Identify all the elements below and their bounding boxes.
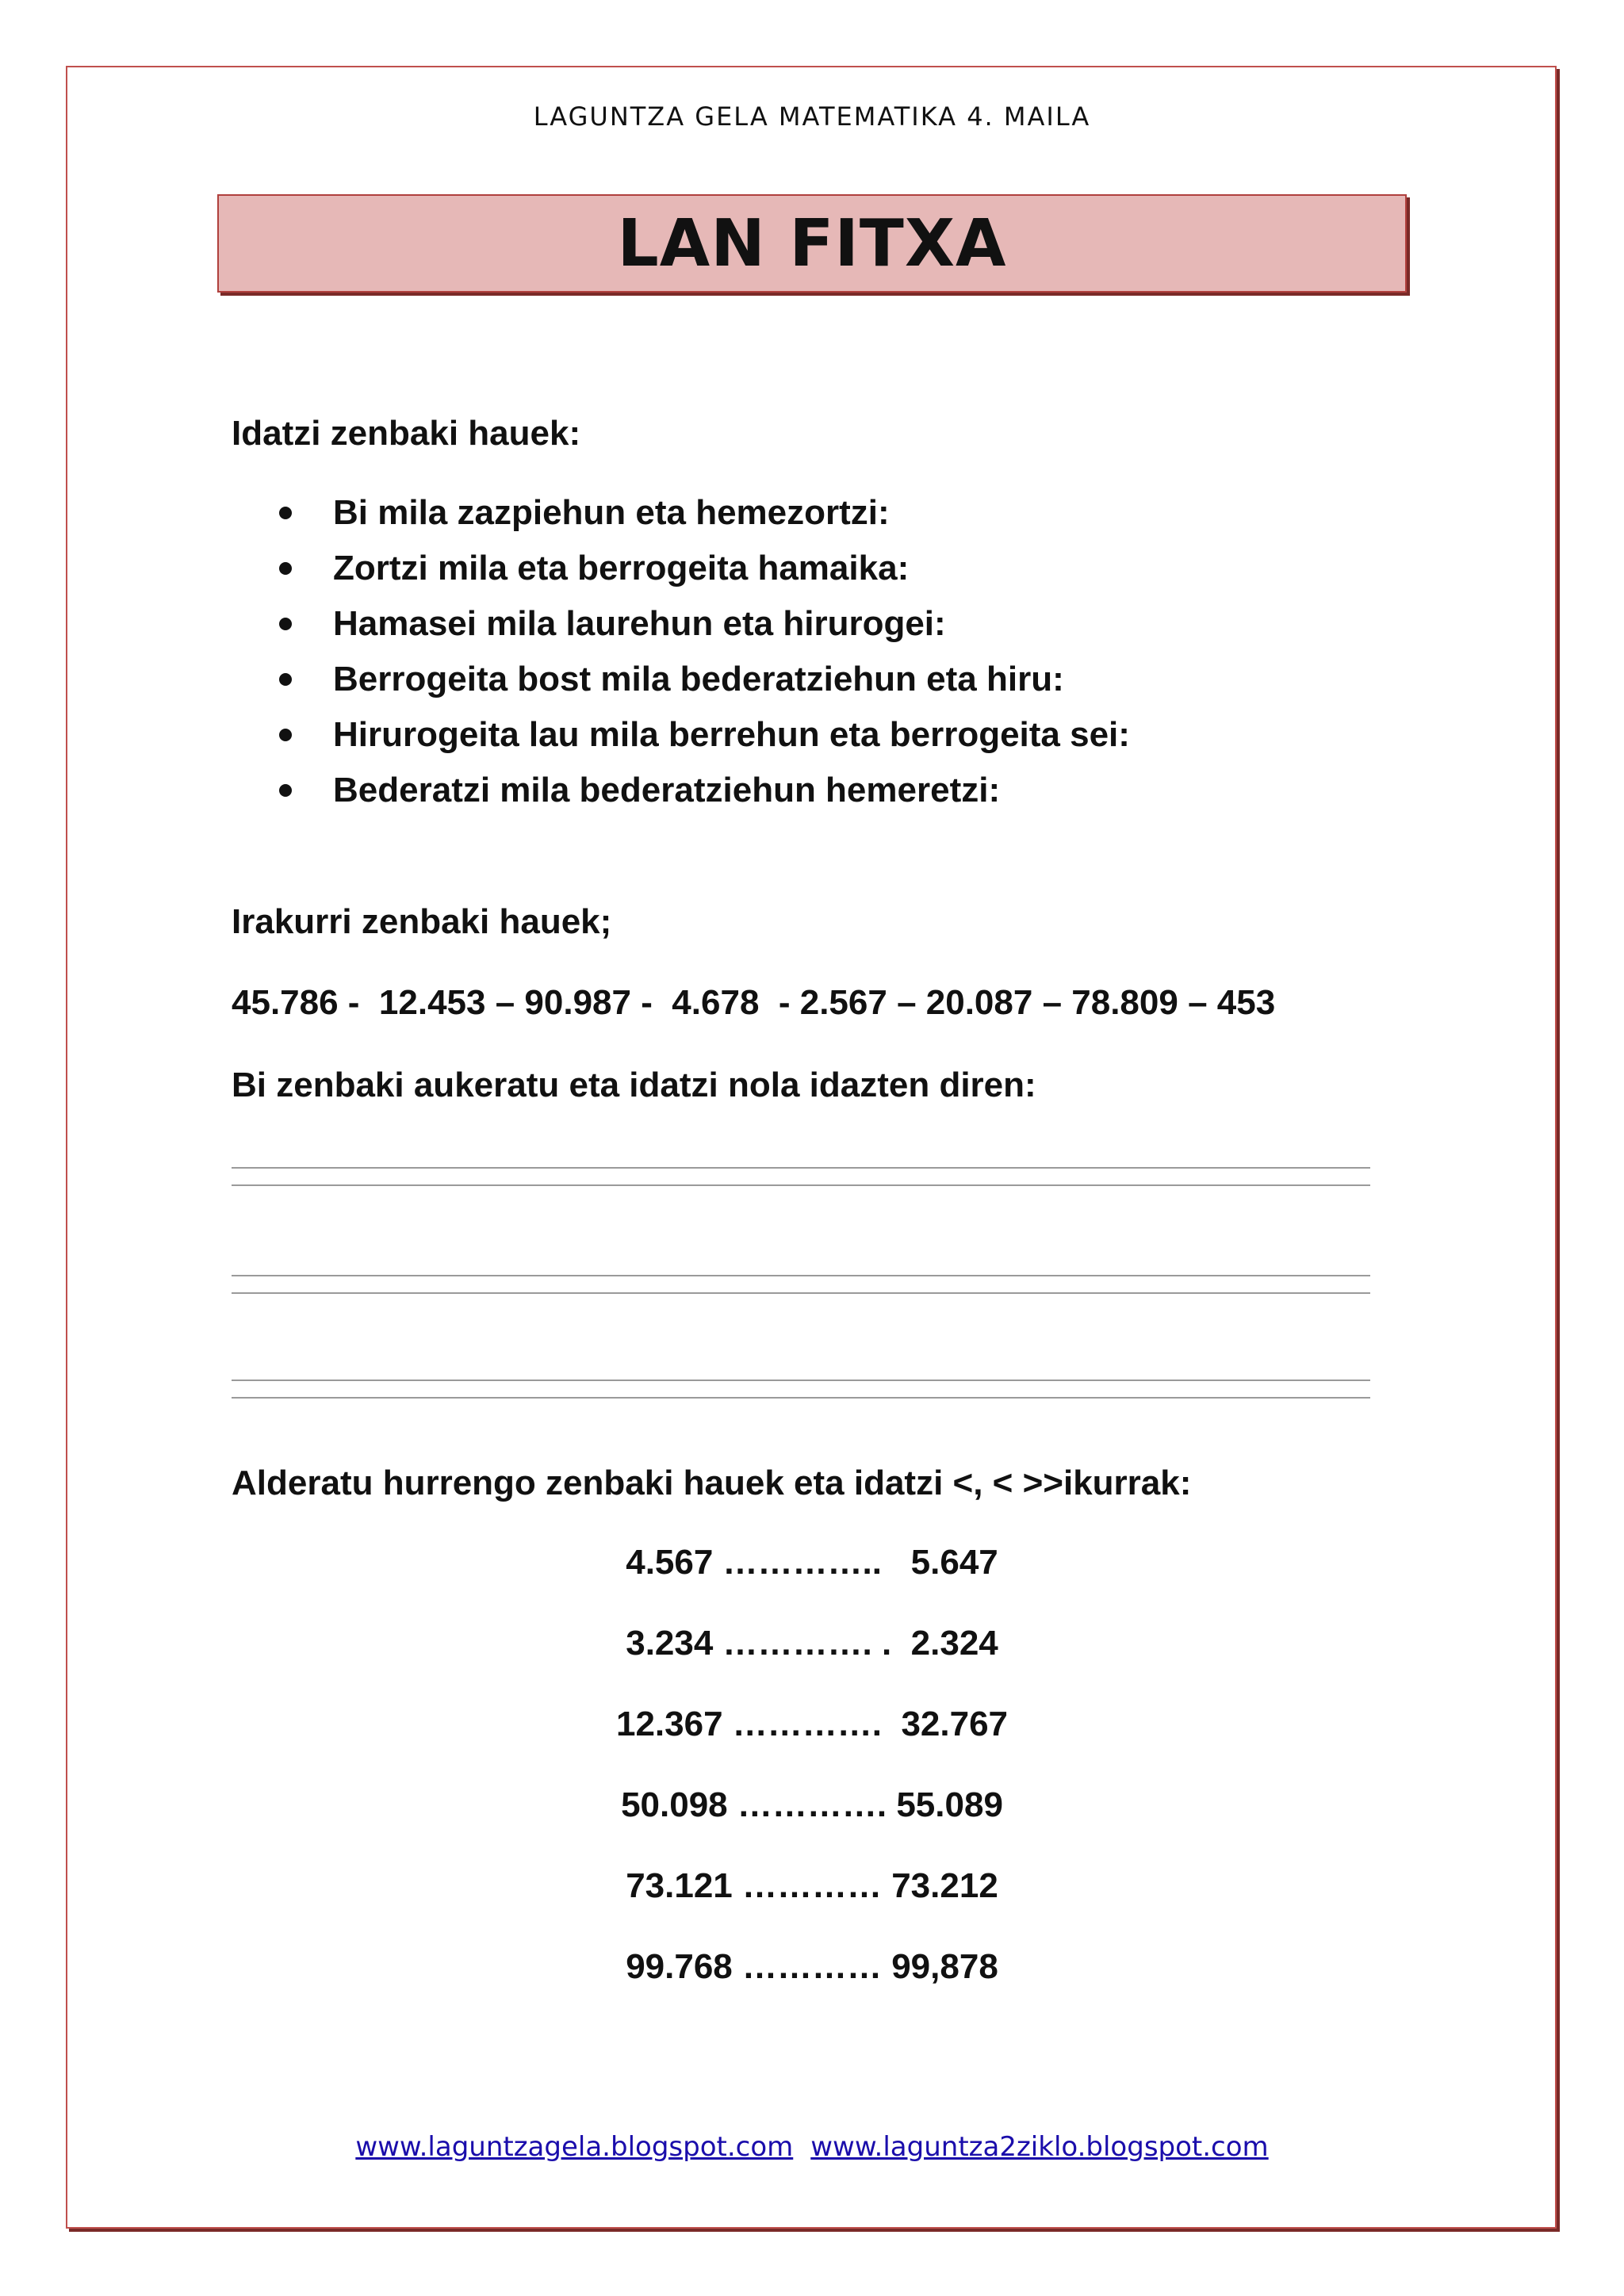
- number-words-list: [279, 490, 1130, 823]
- compare-row: 12.367 …………. 32.767: [615, 1705, 1009, 1743]
- section3-heading: Alderatu hurrengo zenbaki hauek eta idatzi <, < >>ikurrak:: [232, 1464, 1192, 1502]
- worksheet-title: LAN FITXA: [617, 205, 1007, 281]
- answer-line[interactable]: [232, 1380, 1370, 1399]
- section2-heading: Irakurri zenbaki hauek;: [232, 902, 612, 941]
- section1-heading: Idatzi zenbaki hauek:: [232, 414, 581, 453]
- bullet-icon: [279, 562, 292, 575]
- compare-row: 50.098 …………. 55.089: [621, 1785, 1003, 1824]
- list-item: Bi mila zazpiehun eta hemezortzi:: [279, 490, 1130, 545]
- bullet-icon: [279, 673, 292, 686]
- list-item: Hirurogeita lau mila berrehun eta berrogeita sei:: [279, 712, 1130, 767]
- compare-row: 4.567 ………….. 5.647: [626, 1543, 998, 1582]
- list-item: Berrogeita bost mila bederatziehun eta hiru:: [279, 656, 1130, 712]
- footer-link-laguntza2ziklo[interactable]: www.laguntza2ziklo.blogspot.com: [810, 2131, 1269, 2163]
- footer-link-laguntzagela[interactable]: www.laguntzagela.blogspot.com: [355, 2131, 794, 2163]
- compare-row: 73.121 ………… 73.212: [626, 1866, 998, 1905]
- compare-row: 3.234 …………. . 2.324: [626, 1624, 998, 1663]
- bullet-icon: [279, 618, 292, 630]
- answer-line[interactable]: [232, 1275, 1370, 1294]
- page-header: LAGUNTZA GELA MATEMATIKA 4. MAILA: [533, 101, 1091, 132]
- list-item: Zortzi mila eta berrogeita hamaika:: [279, 545, 1130, 601]
- section2-instruction: Bi zenbaki aukeratu eta idatzi nola idazten diren:: [232, 1066, 1036, 1104]
- bullet-icon: [279, 729, 292, 741]
- footer-links: [0, 2131, 1624, 2163]
- compare-row: 99.768 ………… 99,878: [626, 1947, 998, 1986]
- list-item: Hamasei mila laurehun eta hirurogei:: [279, 601, 1130, 656]
- answer-line[interactable]: [232, 1167, 1370, 1186]
- bullet-icon: [279, 507, 292, 519]
- worksheet-title-box: [217, 194, 1407, 293]
- bullet-icon: [279, 784, 292, 797]
- list-item: Bederatzi mila bederatziehun hemeretzi:: [279, 767, 1130, 823]
- numbers-to-read: 45.786 - 12.453 – 90.987 - 4.678 - 2.567 – 20.087 – 78.809 – 453: [232, 983, 1276, 1022]
